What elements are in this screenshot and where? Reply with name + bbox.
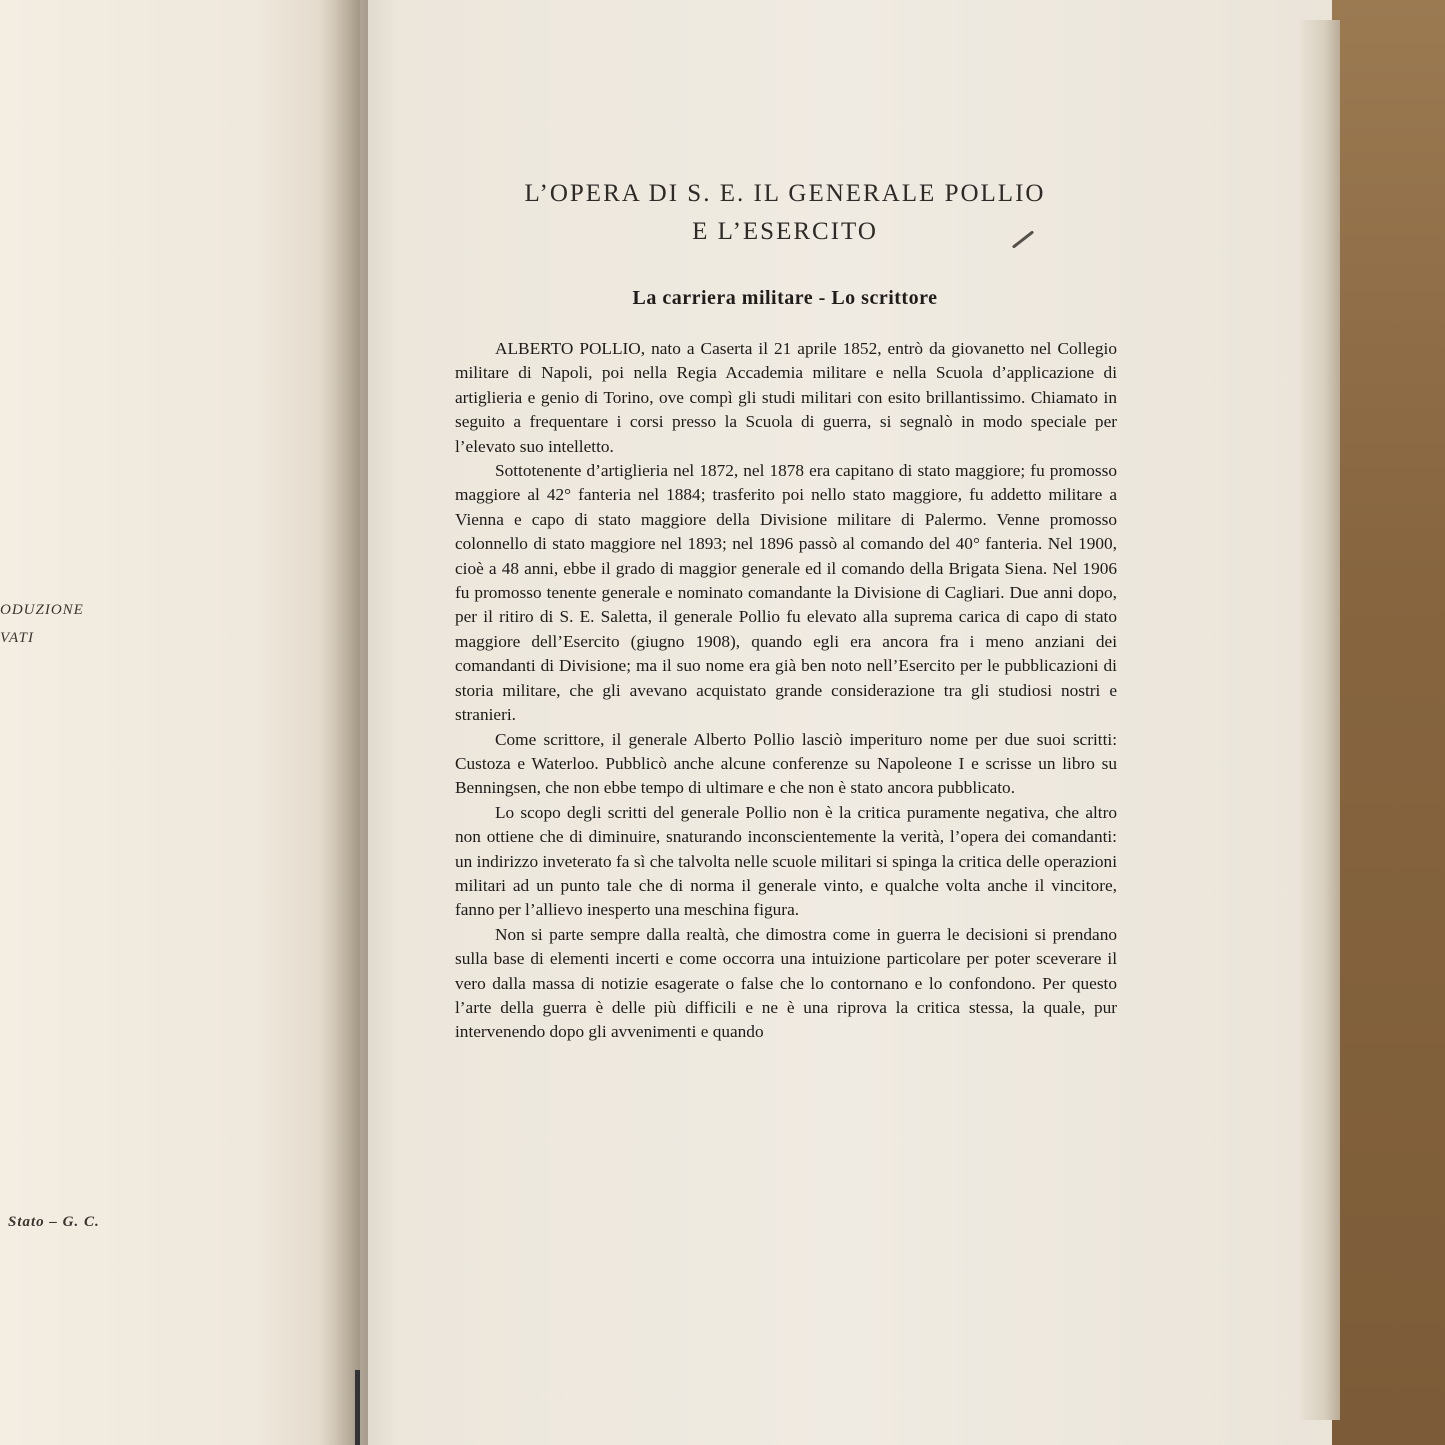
paragraph: Sottotenente d’artiglieria nel 1872, nel 1878 era capitano di stato maggiore; fu promosso maggiore al 42° fanteria nel 1884; trasferito poi nello stato maggiore, fu addetto militare a Vienna e capo di stato maggiore della Divisione militare di Palermo. Venne promosso colonnello di stato maggiore nel 1893; nel 1896 passò al comando del 40° fanteria. Nel 1900, cioè a 48 anni, ebbe il grado di maggior generale ed il comando della Brigata Siena. Nel 1906 fu promosso tenente generale e nominato comandante la Divisione di Cagliari. Due anni dopo, per il ritiro di S. E. Saletta, il generale Pollio fu elevato alla suprema carica di capo di stato maggiore dell’Esercito (giugno 1908), quando egli era ancora fra i meno anziani dei comandanti di Divisione; ma il suo nome era già ben noto nell’Esercito per le pubblicazioni di storia militare, che gli avevano acquistato grande considerazione tra gli studiosi nostri e stranieri. — [455, 461, 1117, 725]
page-edge — [1300, 20, 1340, 1420]
title-line: E L’ESERCITO — [692, 218, 878, 245]
left-page-fragment: Stato – G. C. — [8, 1214, 100, 1230]
left-page-fragment: VATI — [0, 630, 34, 646]
body-text — [455, 337, 1117, 1045]
left-page-fragment: ODUZIONE — [0, 602, 84, 618]
paragraph: Lo scopo degli scritti del generale Pollio non è la critica puramente negativa, che altro non ottiene che di diminuire, snaturando inconscientemente la verità, l’opera dei comandanti: un indirizzo inveterato fa sì che talvolta nelle scuole militari si spinga la critica delle operazioni militari ad un punto tale che di norma il generale vinto, e qualche volta anche il vincitore, fanno per l’allievo inesperto una meschina figura. — [455, 802, 1117, 920]
paragraph: Come scrittore, il generale Alberto Pollio lasciò imperituro nome per due suoi scritti: Custoza e Waterloo. Pubblicò anche alcune conferenze su Napoleone I e scrisse un libro su Benningsen, che non ebbe tempo di ultimare e che non è stato ancora pubblicato. — [455, 729, 1117, 798]
book-gutter-shadow — [318, 0, 368, 1445]
paragraph: Non si parte sempre dalla realtà, che dimostra come in guerra le decisioni si prendano sulla base di elementi incerti e come occorra una intuizione particolare per poter sceverare il vero dalla massa di notizie esagerate o false che lo contornano e lo confondono. Per questo l’arte della guerra è delle più difficili e ne è una riprova la critica stessa, la quale, pur intervenendo dopo gli avvenimenti e quando — [455, 924, 1117, 1042]
title-line: L’OPERA DI S. E. IL GENERALE POLLIO — [524, 180, 1046, 207]
section-subtitle: La carriera militare - Lo scrittore — [632, 287, 938, 309]
chapter-title — [470, 175, 1100, 251]
paragraph: ALBERTO POLLIO, nato a Caserta il 21 aprile 1852, entrò da giovanetto nel Collegio militare di Napoli, poi nella Regia Accademia militare e nella Scuola d’applicazione di artiglieria e genio di Torino, ove compì gli studi militari con esito brillantissimo. Chiamato in seguito a frequentare i corsi presso la Scuola di guerra, si segnalò in modo speciale per l’elevato suo intelletto. — [455, 339, 1117, 456]
